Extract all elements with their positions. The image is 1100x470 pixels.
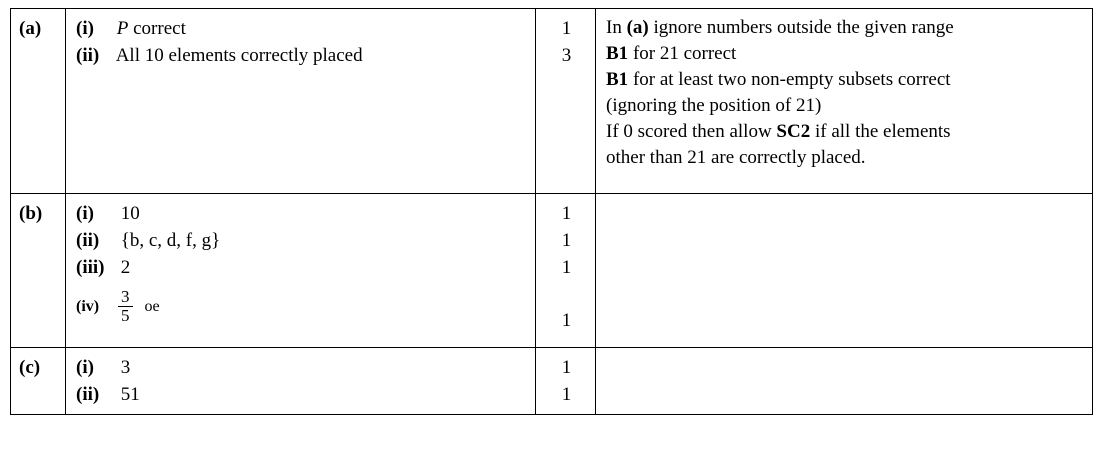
- note-segment-bold: B1: [606, 69, 629, 90]
- roman-numeral: (i): [76, 203, 94, 224]
- note-line: [606, 67, 1084, 93]
- note-line: [606, 15, 1084, 41]
- note-segment: for 21 correct: [628, 43, 737, 64]
- note-line: [606, 41, 1084, 67]
- answer-text: {b, c, d, f, g}: [120, 230, 221, 251]
- fraction-numerator: 3: [121, 286, 130, 306]
- mark-scheme-table: [10, 8, 1093, 415]
- marks-cell-a: [536, 9, 596, 194]
- mark-value: 1: [561, 310, 572, 331]
- note-line: (ignoring the position of 21): [606, 95, 822, 116]
- part-cell-c: [11, 348, 66, 415]
- note-segment: If 0 scored then allow: [606, 121, 777, 142]
- answer-text: 10: [120, 203, 140, 224]
- note-segment-bold: SC2: [776, 121, 811, 142]
- answer-line: [76, 381, 527, 408]
- notes-cell-a: [596, 9, 1093, 194]
- roman-numeral: (ii): [76, 45, 100, 66]
- notes-cell-b: [596, 194, 1093, 348]
- answer-text: 51: [120, 384, 140, 405]
- mark-value: 1: [561, 257, 572, 278]
- answer-text: oe: [144, 298, 160, 315]
- marks-cell-b: [536, 194, 596, 348]
- fraction: [118, 288, 133, 325]
- answer-line: [76, 354, 527, 381]
- answer-cell-c: [66, 348, 536, 415]
- answer-text: correct: [133, 18, 186, 39]
- table-row: [11, 348, 1093, 415]
- note-segment: for at least two non-empty subsets correct: [628, 69, 951, 90]
- answer-text: 2: [120, 257, 131, 278]
- roman-numeral: (i): [76, 357, 94, 378]
- answer-line: [76, 254, 527, 281]
- part-label: (a): [19, 18, 42, 39]
- note-segment: if all the elements: [810, 121, 951, 142]
- answer-line: [76, 227, 527, 254]
- answer-cell-b: [66, 194, 536, 348]
- row-spacer: [76, 333, 527, 341]
- roman-numeral: (i): [76, 18, 94, 39]
- mark-value: 1: [561, 384, 572, 405]
- answer-line: [76, 281, 527, 333]
- notes-cell-c: [596, 348, 1093, 415]
- roman-numeral: (ii): [76, 230, 100, 251]
- answer-text: 3: [120, 357, 131, 378]
- note-segment: In: [606, 17, 627, 38]
- note-segment-bold: B1: [606, 43, 629, 64]
- note-line: [606, 119, 1084, 145]
- marks-cell-c: [536, 348, 596, 415]
- part-cell-a: [11, 9, 66, 194]
- answer-text: All 10 elements correctly placed: [115, 45, 363, 66]
- note-line: other than 21 are correctly placed.: [606, 147, 866, 168]
- part-label: (b): [19, 203, 43, 224]
- part-label: (c): [19, 357, 41, 378]
- table-row: [11, 9, 1093, 194]
- mark-value: 3: [561, 45, 572, 66]
- roman-numeral: (iv): [76, 298, 100, 315]
- mark-value: 1: [561, 230, 572, 251]
- roman-numeral: (ii): [76, 384, 100, 405]
- part-cell-b: [11, 194, 66, 348]
- mark-value: 1: [561, 203, 572, 224]
- marks-spacer: [546, 281, 587, 307]
- answer-cell-a: [66, 9, 536, 194]
- answer-line: [76, 15, 527, 42]
- answer-symbol: P: [116, 18, 129, 39]
- mark-value: 1: [561, 357, 572, 378]
- note-segment-bold: (a): [626, 17, 649, 38]
- answer-line: [76, 200, 527, 227]
- fraction-denominator: 5: [118, 306, 133, 325]
- row-spacer: [76, 69, 527, 187]
- answer-line: [76, 42, 527, 69]
- note-segment: ignore numbers outside the given range: [648, 17, 954, 38]
- mark-value: 1: [561, 18, 572, 39]
- roman-numeral: (iii): [76, 257, 105, 278]
- table-row: [11, 194, 1093, 348]
